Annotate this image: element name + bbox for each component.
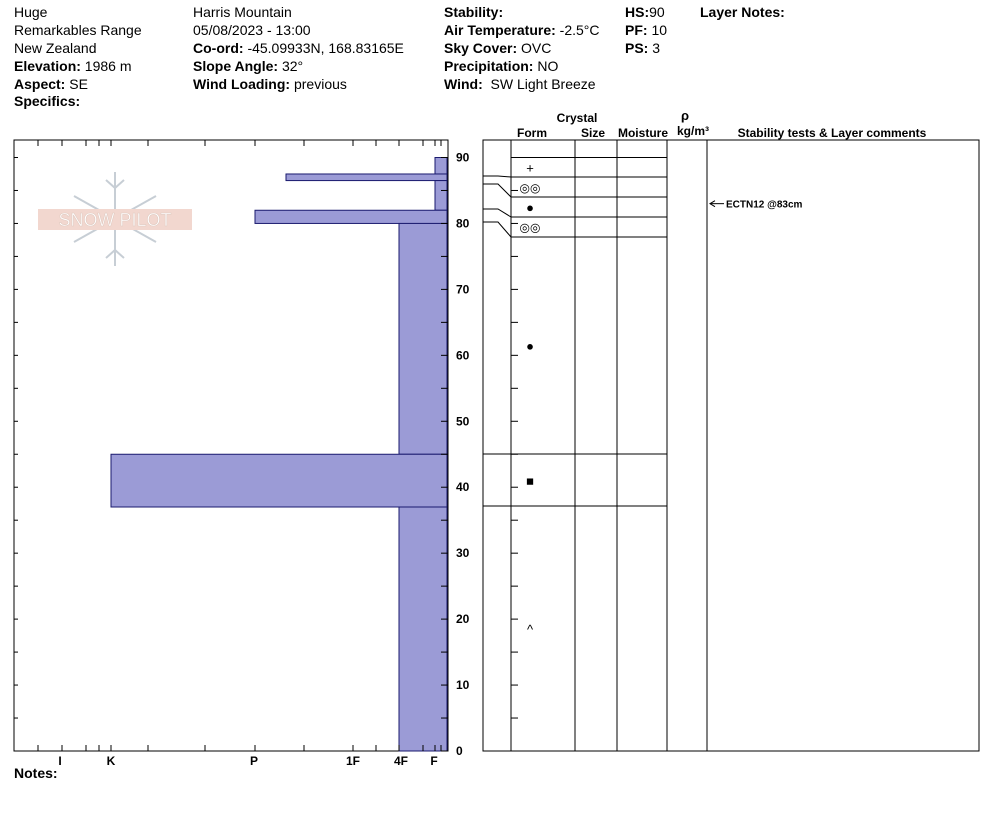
depth-tick-label: 80 [456,216,470,231]
layer-notes-label: Layer Notes: [700,4,785,20]
precip-label: Precipitation: [444,58,534,74]
comments-header: Stability tests & Layer comments [737,126,927,140]
snowpilot-logo [38,172,192,266]
crystal-form-symbol: ◎◎ [519,181,541,196]
layer-connector [483,222,511,237]
hardness-bars [111,158,447,752]
coord-label: Co-ord: [193,40,244,56]
depth-tick-label: 20 [456,612,470,627]
plot-frame [14,140,448,751]
stability-test-label: ECTN12 @83cm [726,199,803,211]
depth-tick-label: 10 [456,678,470,693]
crystal-forms [520,160,541,637]
crystal-header: Crystal [556,111,598,125]
depth-tick-label: 40 [456,480,470,495]
slope-value: 32° [281,58,304,74]
hardness-tick-label: I [58,754,62,768]
hardness-bar [435,158,447,174]
layer-connector [483,209,511,217]
stability-tests [710,200,803,211]
range-name: Remarkables Range [14,22,142,38]
crystal-form-symbol: ■ [526,473,534,489]
layer-connector [483,176,511,177]
elevation-value: 1986 m [84,58,132,74]
depth-tick-label: 30 [456,546,470,561]
hardness-tick-label: F [430,754,438,768]
logo-text: SNOW PILOT [58,210,172,230]
precip-value: NO [537,58,559,74]
crystal-form-symbol: ◎◎ [519,220,541,235]
pf-label: PF: [625,22,648,38]
crystal-form-symbol: ^ [526,622,534,638]
hardness-bar [399,507,447,751]
wind-loading-value: previous [293,76,347,92]
hardness-bar [111,454,447,507]
observation-datetime: 05/08/2023 - 13:00 [193,22,311,38]
rho-header: ρ [680,108,690,123]
table-frame [483,140,979,751]
air-temp-label: Air Temperature: [444,22,556,38]
crystal-form-symbol: ● [526,199,534,215]
slope-label: Slope Angle: [193,58,279,74]
specifics-label: Specifics: [14,93,81,109]
aspect-value: SE [69,76,88,92]
ps-value: 3 [652,40,661,56]
hardness-bar [255,210,447,223]
wind-value: SW Light Breeze [490,76,596,92]
air-temp-value: -2.5°C [559,22,600,38]
sky-value: OVC [521,40,552,56]
density-unit-header: kg/m³ [676,124,710,138]
layer-connector [483,184,511,197]
sky-label: Sky Cover: [444,40,518,56]
pf-value: 10 [651,22,668,38]
site-name: Harris Mountain [193,4,292,20]
depth-tick-label: 70 [456,282,470,297]
wind-loading-label: Wind Loading: [193,76,291,92]
hardness-bar [435,181,447,211]
depth-tick-label: 90 [456,150,470,165]
location-name: Huge [14,4,48,20]
crystal-form-symbol: ● [526,338,534,354]
size-header: Size [580,126,606,140]
elevation-label: Elevation: [14,58,81,74]
country-name: New Zealand [14,40,97,56]
wind-label: Wind: [444,76,483,92]
notes-label: Notes: [14,765,58,781]
hardness-bar [399,223,447,454]
hardness-tick-label: P [249,754,259,768]
coord-value: -45.09933N, 168.83165E [247,40,404,56]
hardness-tick-label: K [106,754,116,768]
layer-table [483,140,979,751]
hardness-tick-label: 4F [393,754,409,768]
stability-label: Stability: [444,4,504,20]
hardness-tick-label: 1F [345,754,361,768]
aspect-label: Aspect: [14,76,66,92]
hs-label: HS: [625,4,650,20]
hs-value: 90 [649,4,665,20]
form-header: Form [517,126,547,140]
hardness-bar [286,174,447,181]
ps-label: PS: [625,40,649,56]
left-ticks [14,158,18,752]
crystal-form-symbol: + [526,160,534,176]
moisture-header: Moisture [617,126,669,140]
depth-tick-label: 60 [456,348,470,363]
depth-tick-label: 50 [456,414,470,429]
depth-tick-label: 0 [456,744,463,758]
